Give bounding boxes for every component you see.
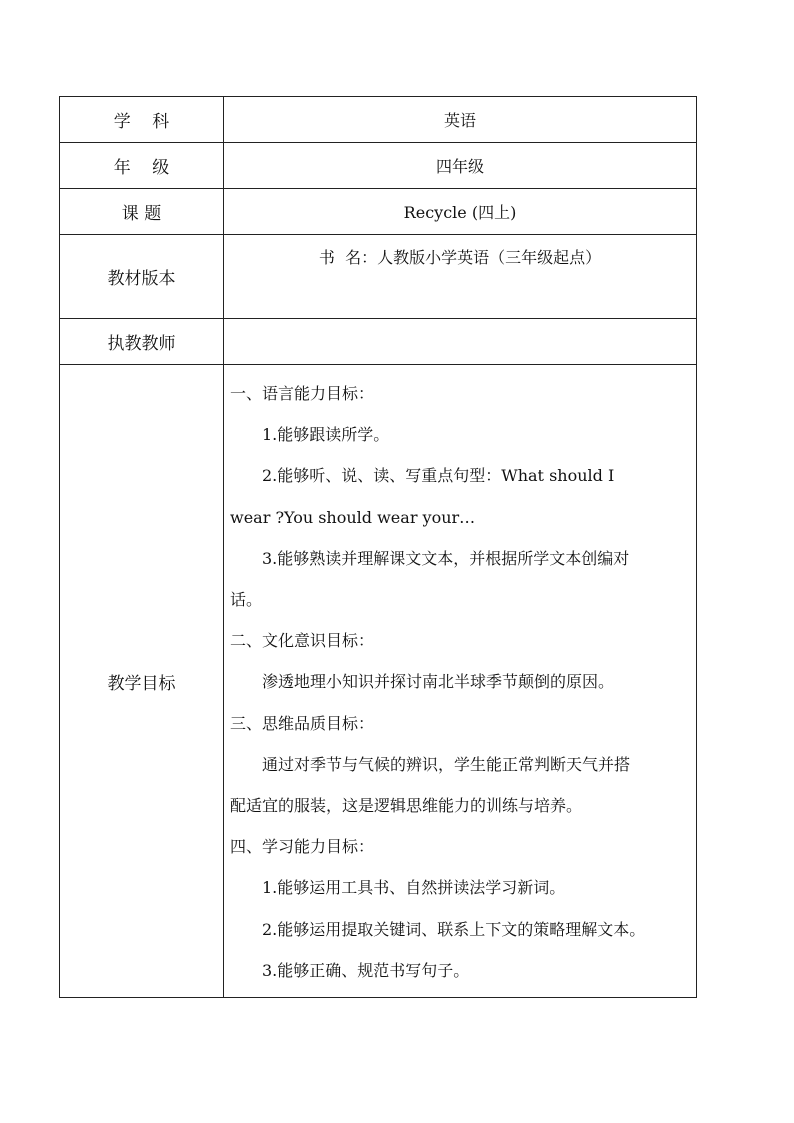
objectives-list xyxy=(230,373,690,991)
objective-line: 一、语言能力目标： xyxy=(230,384,375,403)
label-grade: 年 级 xyxy=(60,143,224,189)
row-objectives xyxy=(60,365,697,998)
label-teacher: 执教教师 xyxy=(60,319,224,365)
row-subject xyxy=(60,97,697,143)
objective-line: 2.能够听、说、读、写重点句型：What should I xyxy=(262,466,615,486)
objective-line: 3.能够正确、规范书写句子。 xyxy=(262,960,470,980)
objective-line: 三、思维品质目标： xyxy=(230,713,375,733)
objective-line: 配适宜的服装，这是逻辑思维能力的训练与培养。 xyxy=(230,796,583,816)
objective-line: 话。 xyxy=(230,590,263,610)
label-subject: 学 科 xyxy=(60,97,224,143)
objective-line: 2.能够运用提取关键词、联系上下文的策略理解文本。 xyxy=(262,919,646,939)
objective-line: 通过对季节与气候的辨识，学生能正常判断天气并搭 xyxy=(262,754,631,774)
row-teacher xyxy=(60,319,697,365)
value-topic: Recycle (四上) xyxy=(224,189,697,235)
objective-line: 二、文化意识目标： xyxy=(230,631,375,651)
objective-line: 四、学习能力目标： xyxy=(230,837,375,857)
lesson-info-table xyxy=(59,96,697,998)
value-teacher xyxy=(224,319,697,365)
label-objectives: 教学目标 xyxy=(60,365,224,998)
value-grade: 四年级 xyxy=(224,143,697,189)
value-subject: 英语 xyxy=(224,97,697,143)
label-textbook: 教材版本 xyxy=(60,235,224,319)
value-textbook: 书 名：人教版小学英语（三年级起点） xyxy=(224,235,697,319)
objective-line: 渗透地理小知识并探讨南北半球季节颠倒的原因。 xyxy=(262,672,615,692)
row-grade xyxy=(60,143,697,189)
objective-line: wear ?You should wear your… xyxy=(230,507,476,527)
row-textbook xyxy=(60,235,697,319)
objective-line: 3.能够熟读并理解课文文本，并根据所学文本创编对 xyxy=(262,548,630,568)
label-topic: 课 题 xyxy=(60,189,224,235)
objective-line: 1.能够跟读所学。 xyxy=(262,425,390,445)
objective-line: 1.能够运用工具书、自然拼读法学习新词。 xyxy=(262,878,566,898)
objectives-cell xyxy=(224,365,697,998)
row-topic xyxy=(60,189,697,235)
